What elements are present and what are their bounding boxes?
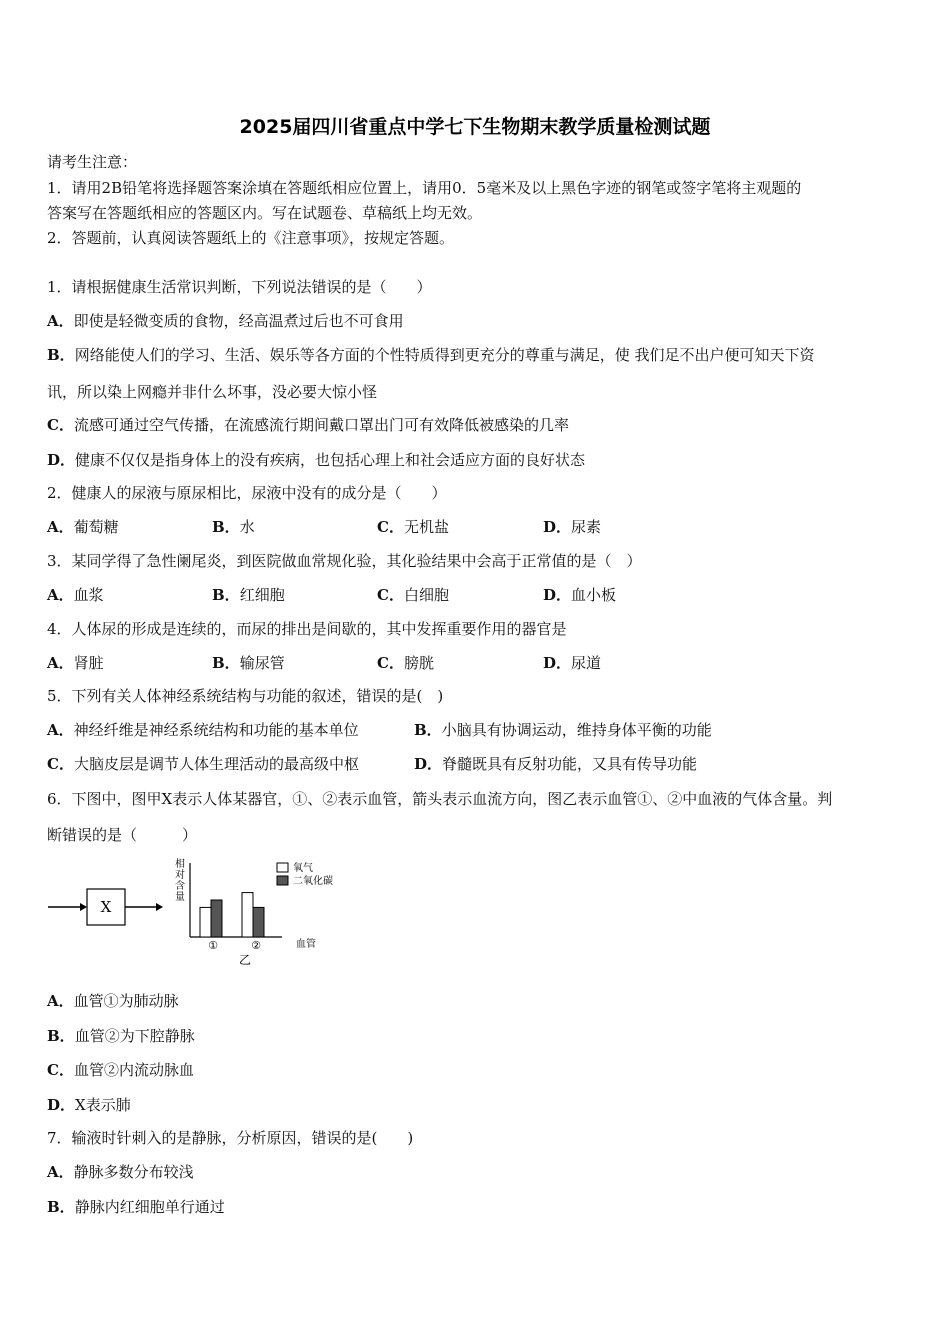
y-axis-label-char: 对 [175, 870, 185, 881]
notice-item-2: 2．答题前，认真阅读答题纸上的《注意事项》，按规定答题。 [47, 229, 455, 247]
legend-co2-swatch [277, 876, 288, 885]
x-tick-vessel-2: ② [251, 939, 261, 952]
question-7-option-a: A．静脉多数分布较浅 [47, 1163, 194, 1181]
y-axis-label [175, 857, 185, 903]
organ-x-label: X [100, 898, 112, 916]
question-6-option-c: C．血管②内流动脉血 [47, 1061, 194, 1079]
notice-heading: 请考生注意： [47, 153, 138, 171]
outflow-arrow-head [156, 903, 163, 911]
question-6-option-b: B．血管②为下腔静脉 [47, 1027, 195, 1045]
legend-oxygen-label: 氧气 [293, 863, 313, 874]
question-6-figure [44, 855, 354, 973]
question-6-figure-svg [44, 855, 354, 973]
question-6-option-a: A．血管①为肺动脉 [47, 992, 179, 1010]
x-tick-vessel-1: ① [208, 939, 218, 952]
question-4-option-c: C．膀胱 [377, 654, 434, 672]
question-1-option-b: B．网络能使人们的学习、生活、娱乐等各方面的个性特质得到更充分的尊重与满足，使 我们足不出户便可知天下资 [47, 346, 815, 364]
question-1-option-d: D．健康不仅仅是指身体上的没有疾病，也包括心理上和社会适应方面的良好状态 [47, 451, 586, 469]
bar-oxygen-vessel-2 [242, 893, 253, 937]
question-5-option-d: D．脊髓既具有反射功能，又具有传导功能 [414, 755, 698, 773]
question-4-stem: 4．人体尿的形成是连续的，而尿的排出是间歇的，其中发挥重要作用的器官是 [47, 620, 567, 638]
question-5-option-c: C．大脑皮层是调节人体生理活动的最高级中枢 [47, 755, 359, 773]
question-6-option-d: D．X表示肺 [47, 1096, 131, 1114]
question-1-option-b-cont: 讯，所以染上网瘾并非什么坏事，没必要大惊小怪 [47, 383, 378, 401]
question-2-option-b: B．水 [212, 518, 255, 536]
question-6-stem-a: 6．下图中，图甲X表示人体某器官，①、②表示血管，箭头表示血流方向，图乙表示血管①、②中血液的气体含量。判 [47, 790, 833, 808]
question-7-option-b: B．静脉内红细胞单行通过 [47, 1198, 225, 1216]
legend-co2-label: 二氧化碳 [293, 876, 333, 887]
y-axis-label-char: 量 [175, 892, 185, 903]
question-2-option-c: C．无机盐 [377, 518, 449, 536]
y-axis-label-char: 相 [175, 859, 185, 870]
page-title: 2025届四川省重点中学七下生物期末教学质量检测试题 [239, 116, 711, 138]
question-3-option-d: D．血小板 [543, 586, 617, 604]
question-1-option-a: A．即使是轻微变质的食物，经高温煮过后也不可食用 [47, 312, 404, 330]
question-3-option-b: B．红细胞 [212, 586, 285, 604]
question-2-stem: 2．健康人的尿液与原尿相比，尿液中没有的成分是（ ） [47, 484, 447, 502]
question-4-option-a: A．肾脏 [47, 654, 104, 672]
bar-group [200, 893, 264, 937]
question-2-option-d: D．尿素 [543, 518, 602, 536]
bar-co2-vessel-2 [253, 907, 264, 937]
question-5-option-b: B．小脑具有协调运动，维持身体平衡的功能 [414, 721, 712, 739]
question-3-stem: 3．某同学得了急性阑尾炎，到医院做血常规化验，其化验结果中会高于正常值的是（ ） [47, 552, 642, 570]
notice-item-1a: 1．请用2B铅笔将选择题答案涂填在答题纸相应位置上，请用0．5毫米及以上黑色字迹的钢笔或签字笔将主观题的 [47, 179, 802, 197]
question-1-option-c: C．流感可通过空气传播，在流感流行期间戴口罩出门可有效降低被感染的几率 [47, 416, 569, 434]
question-4-option-b: B．输尿管 [212, 654, 285, 672]
figure-caption: 乙 [238, 953, 252, 967]
bar-oxygen-vessel-1 [200, 907, 211, 937]
question-3-option-c: C．白细胞 [377, 586, 449, 604]
inflow-arrow-head [80, 903, 87, 911]
question-1-stem: 1．请根据健康生活常识判断，下列说法错误的是（ ） [47, 278, 432, 296]
notice-item-1b: 答案写在答题纸相应的答题区内。写在试题卷、草稿纸上均无效。 [47, 204, 483, 222]
question-7-stem: 7．输液时针刺入的是静脉，分析原因，错误的是( ) [47, 1129, 414, 1147]
question-6-stem-b: 断错误的是（ ） [47, 826, 198, 844]
bar-co2-vessel-1 [211, 900, 222, 937]
legend-oxygen-swatch [277, 863, 288, 872]
question-4-option-d: D．尿道 [543, 654, 602, 672]
x-axis-label: 血管 [296, 939, 316, 950]
question-3-option-a: A．血浆 [47, 586, 104, 604]
y-axis-label-char: 含 [175, 881, 185, 892]
question-2-option-a: A．葡萄糖 [47, 518, 119, 536]
question-5-stem: 5．下列有关人体神经系统结构与功能的叙述，错误的是( ) [47, 687, 444, 705]
question-5-option-a: A．神经纤维是神经系统结构和功能的基本单位 [47, 721, 359, 739]
